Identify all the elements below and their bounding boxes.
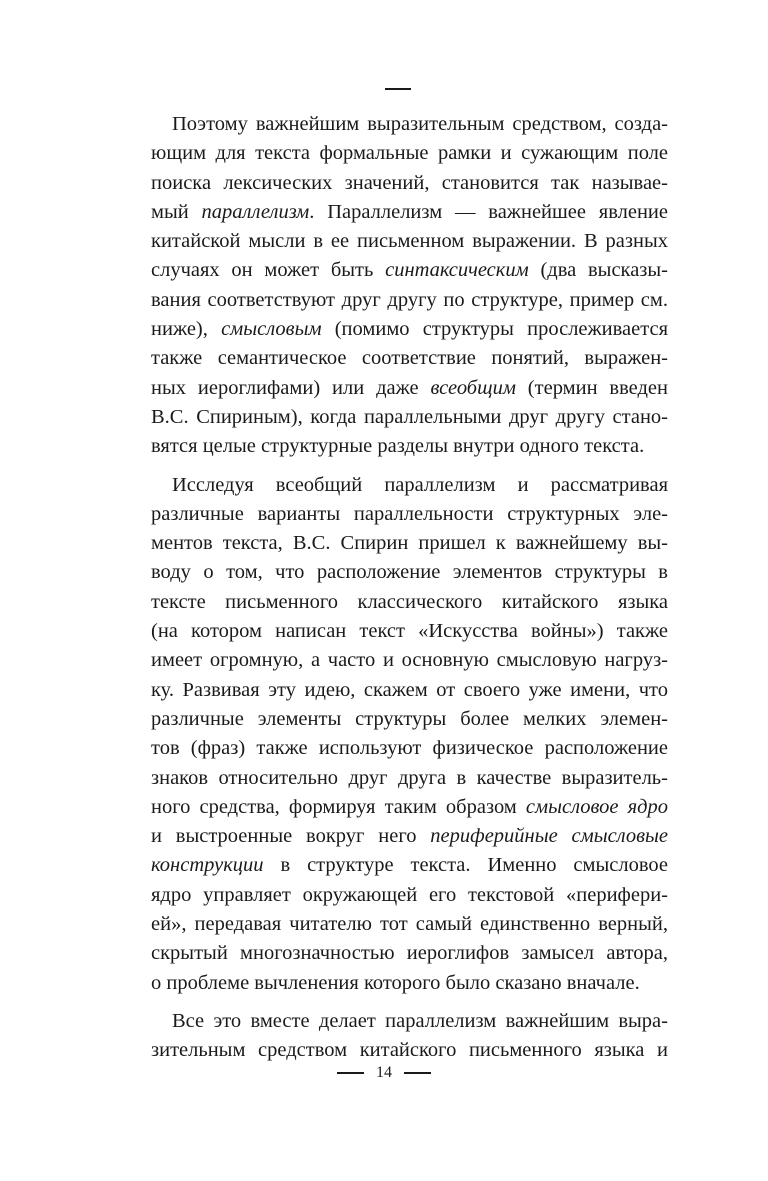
italic-term: смысловым bbox=[221, 318, 322, 341]
text-line bbox=[130, 910, 668, 939]
text-run: в структуре текста. Именно смысловое bbox=[263, 854, 668, 877]
italic-term: всеобщим bbox=[430, 376, 516, 399]
text-run: различные варианты параллельности структурных эле- bbox=[151, 502, 668, 525]
italic-term: периферийные смысловые bbox=[430, 825, 669, 848]
text-line bbox=[130, 939, 668, 968]
text-run: тов (фраз) также используют физическое расположение bbox=[151, 737, 668, 760]
text-run: ядро управляет окружающей его текстовой «перифери- bbox=[151, 883, 668, 906]
text-run: В.С. Спириным), когда параллельными друг другу стано- bbox=[151, 405, 668, 428]
text-line bbox=[130, 793, 668, 822]
text-run: ющим для текста формальные рамки и сужающим поле bbox=[151, 142, 668, 165]
text-line bbox=[130, 851, 668, 880]
italic-term: параллелизм bbox=[201, 200, 310, 223]
text-run: скрытый многозначностью иероглифов замысел автора, bbox=[151, 942, 668, 965]
text-line bbox=[130, 588, 668, 617]
text-line bbox=[130, 822, 668, 851]
text-run: различные элементы структуры более мелких элемен- bbox=[151, 707, 668, 730]
italic-term: смысловое ядро bbox=[525, 795, 669, 818]
text-run: также семантическое соответствие понятий, выражен- bbox=[151, 347, 668, 370]
text-run: (помимо структуры прослеживается bbox=[321, 318, 668, 341]
paragraph bbox=[130, 110, 668, 462]
text-line bbox=[130, 764, 668, 793]
text-line bbox=[130, 676, 668, 705]
text-run: знаков относительно друг друга в качестве выразитель- bbox=[151, 766, 668, 789]
text-line bbox=[130, 315, 668, 344]
text-run: и выстроенные вокруг него bbox=[151, 825, 431, 848]
text-line bbox=[130, 646, 668, 675]
text-line bbox=[130, 110, 668, 139]
text-line bbox=[130, 286, 668, 315]
text-line bbox=[130, 500, 668, 529]
text-run: ных иероглифами) или даже bbox=[151, 376, 431, 399]
footer-dash-right bbox=[404, 1072, 431, 1074]
text-line bbox=[130, 969, 668, 998]
text-run: Все это вместе делает параллелизм важнейшим выра- bbox=[172, 1009, 668, 1032]
text-line bbox=[130, 1007, 668, 1036]
text-run: имеет огромную, а часто и основную смысловую нагруз- bbox=[151, 649, 668, 672]
text-run: ей», передавая читателю тот самый единственно верный, bbox=[151, 913, 668, 936]
text-run: ментов текста, В.С. Спирин пришел к важнейшему вы- bbox=[151, 532, 668, 555]
body-text bbox=[130, 110, 668, 1066]
text-run: воду о том, что расположение элементов структуры в bbox=[151, 561, 668, 584]
text-run: (на котором написан текст «Искусства войны») также bbox=[151, 620, 668, 643]
text-line bbox=[130, 529, 668, 558]
text-line bbox=[130, 139, 668, 168]
header-rule bbox=[385, 88, 411, 90]
text-line bbox=[130, 374, 668, 403]
text-run: ниже), bbox=[151, 318, 222, 341]
text-run: Поэтому важнейшим выразительным средством, созда- bbox=[172, 113, 668, 135]
paragraph bbox=[130, 471, 668, 998]
text-run: (два высказы- bbox=[528, 259, 668, 282]
text-line bbox=[130, 432, 668, 461]
text-line bbox=[130, 558, 668, 587]
text-line bbox=[130, 471, 668, 500]
text-run: о проблеме вычленения которого было сказано вначале. bbox=[151, 971, 640, 994]
text-run: поиска лексических значений, становится так называе- bbox=[151, 171, 668, 194]
text-run: китайской мысли в ее письменном выражении. В разных bbox=[151, 230, 668, 253]
text-run: Исследуя всеобщий параллелизм и рассматривая bbox=[172, 473, 668, 496]
text-line bbox=[130, 734, 668, 763]
page-number: 14 bbox=[376, 1064, 392, 1081]
text-run: мый bbox=[151, 200, 202, 223]
italic-term: синтаксическим bbox=[385, 259, 529, 282]
text-line bbox=[130, 881, 668, 910]
text-line bbox=[130, 198, 668, 227]
italic-term: конструкции bbox=[151, 854, 264, 877]
paragraph bbox=[130, 1007, 668, 1066]
text-run: тексте письменного классического китайского языка bbox=[151, 590, 668, 613]
text-line bbox=[130, 344, 668, 373]
text-run: . Параллелизм — важнейшее явление bbox=[309, 200, 669, 223]
text-line bbox=[130, 256, 668, 285]
text-run: зительным средством китайского письменного языка и bbox=[151, 1039, 668, 1062]
text-line bbox=[130, 403, 668, 432]
text-run: вятся целые структурные разделы внутри одного текста. bbox=[151, 435, 645, 458]
text-run: случаях он может быть bbox=[151, 259, 386, 282]
text-line bbox=[130, 617, 668, 646]
footer-dash-left bbox=[337, 1072, 364, 1074]
text-run: (термин введен bbox=[515, 376, 668, 399]
text-line bbox=[130, 169, 668, 198]
text-line bbox=[130, 227, 668, 256]
text-line bbox=[130, 705, 668, 734]
page-footer bbox=[0, 1061, 768, 1085]
text-run: ку. Развивая эту идею, скажем от своего уже имени, что bbox=[151, 678, 668, 701]
text-run: ного средства, формируя таким образом bbox=[151, 795, 526, 818]
text-run: вания соответствуют друг другу по структуре, пример см. bbox=[151, 288, 668, 311]
